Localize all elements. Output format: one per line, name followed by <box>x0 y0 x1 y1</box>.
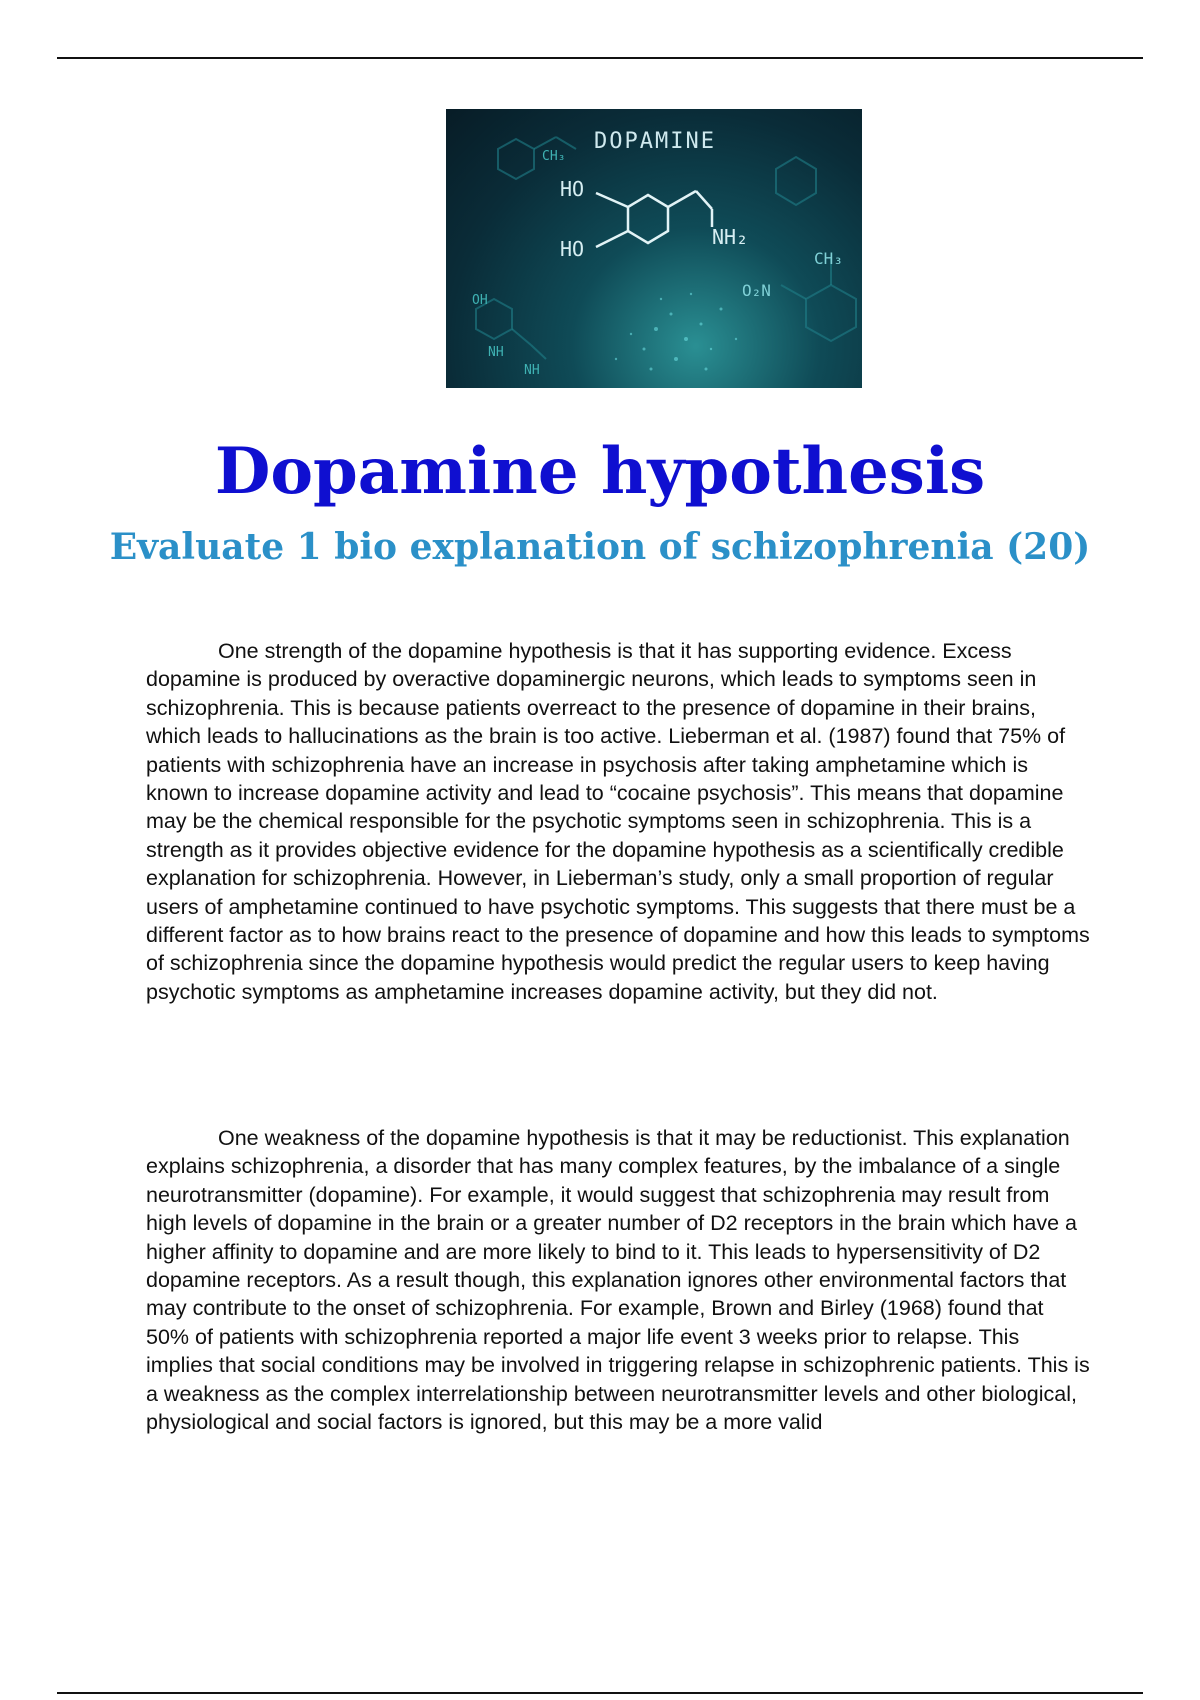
nh-group-label: NH <box>488 345 504 360</box>
molecule-name: DOPAMINE <box>594 129 716 154</box>
essay-paragraph-weakness: One weakness of the dopamine hypothesis is that it may be reductionist. This explanation explains schizophrenia, a disorder that has many complex features, by the imbalance of a single neurotransmitter (dopamine). For example, it would suggest that schizophrenia may result from high levels of dopamine in the brain or a greater number of D2 receptors in the brain which have a higher affinity to dopamine and are more likely to bind to it. This leads to hypersensitivity of D2 dopamine receptors. As a result though, this explanation ignores other environmental factors that may contribute to the onset of schizophrenia. For example, Brown and Birley (1968) found that 50% of patients with schizophrenia reported a major life event 3 weeks prior to relapse. This implies that social conditions may be involved in triggering relapse in schizophrenic patients. This is a weakness as the complex interrelationship between neurotransmitter levels and other biological, physiological and social factors is ignored, but this may be a more valid <box>146 1126 1090 1435</box>
methyl-group-label: CH₃ <box>542 149 566 164</box>
essay-paragraph-strength: One strength of the dopamine hypothesis is that it has supporting evidence. Excess dopamine is produced by overactive dopaminergic neurons, which leads to symptoms seen in schizophrenia. This is because patients overreact to the presence of dopamine in their brains, which leads to hallucinations as the brain is too active. Lieberman et al. (1987) found that 75% of patients with schizophrenia have an increase in psychosis after taking amphetamine which is known to increase dopamine activity and lead to “cocaine psychosis”. This means that dopamine may be the chemical responsible for the psychotic symptoms seen in schizophrenia. This is a strength as it provides objective evidence for the dopamine hypothesis as a scientifically credible explanation for schizophrenia. However, in Lieberman’s study, only a small proportion of regular users of amphetamine continued to have psychotic symptoms. This suggests that there must be a different factor as to how brains react to the presence of dopamine and how this leads to symptoms of schizophrenia since the dopamine hypothesis would predict the regular users to keep having psychotic symptoms as amphetamine increases dopamine activity, but they did not. <box>146 639 1090 1004</box>
top-rule <box>57 57 1143 59</box>
amine-group-label: NH₂ <box>712 225 749 249</box>
hydroxyl-group-label: HO <box>560 177 585 201</box>
page-subtitle: Evaluate 1 bio explanation of schizophrenia (20) <box>109 526 1091 568</box>
page-title: Dopamine hypothesis <box>214 434 986 509</box>
dopamine-molecule-image <box>446 109 862 388</box>
nh-group-label: NH <box>524 363 540 378</box>
nitro-group-label: O₂N <box>742 281 771 300</box>
bottom-rule <box>57 1692 1143 1694</box>
hydroxyl-group-label: HO <box>560 237 585 261</box>
oh-group-label: OH <box>472 293 488 308</box>
methyl-group-label: CH₃ <box>814 249 843 268</box>
